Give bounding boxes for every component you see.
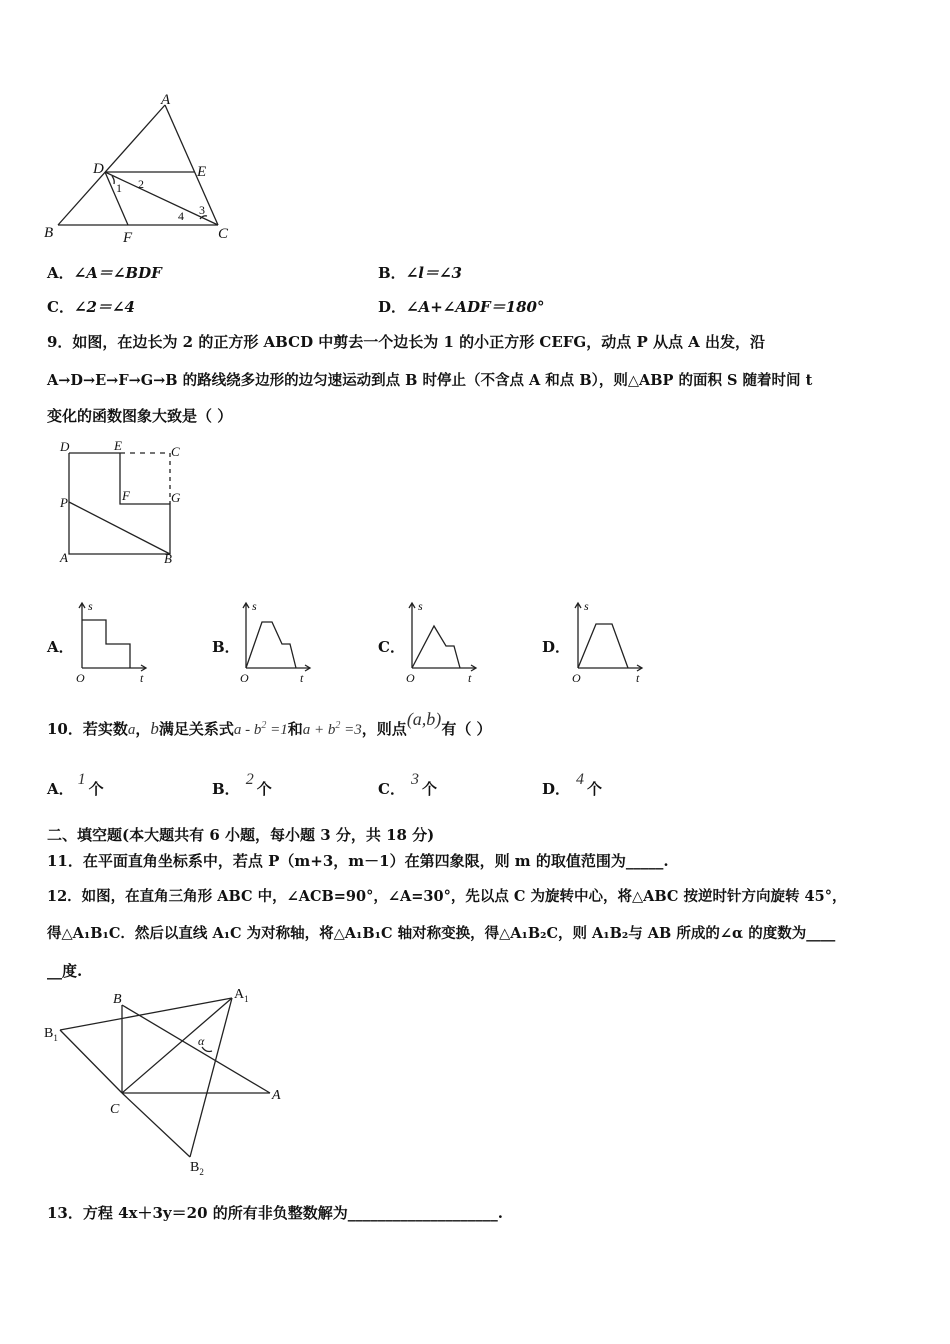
q8-label-c: C bbox=[218, 226, 229, 242]
q12-stem-line2: 得△A₁B₁C．然后以直线 A₁C 为对称轴，将△A₁B₁C 轴对称变换，得△A₁B₂C，则 A₁B₂与 AB 所成的∠α 的度数为____ bbox=[47, 925, 836, 942]
q10-b-unit: 个 bbox=[256, 780, 272, 798]
q9-c-axis-o: O bbox=[406, 671, 415, 685]
q8-angle-4: 4 bbox=[178, 209, 184, 223]
q8-angle-3: 3 bbox=[199, 203, 205, 217]
q10-d-key: D． bbox=[542, 780, 571, 798]
q10-option-b[interactable] bbox=[212, 771, 272, 799]
q8-angle-2: 2 bbox=[138, 177, 144, 191]
q12-label-c: C bbox=[110, 1102, 120, 1117]
q12-label-b2-sub: 2 bbox=[199, 1167, 204, 1177]
q10-mid2: ，则点 bbox=[361, 720, 407, 738]
q10-c-unit: 个 bbox=[421, 780, 437, 798]
q10-c-key: C． bbox=[378, 780, 405, 798]
q10-eq2-lhs: a + b bbox=[302, 722, 336, 738]
q8-option-d[interactable]: D．∠A+∠ADF＝180° bbox=[378, 298, 545, 316]
q8-label-e: E bbox=[197, 164, 207, 180]
q10-b-num: 2 bbox=[245, 771, 254, 788]
q12-stem-line1: 12．如图，在直角三角形 ABC 中，∠ACB=90°，∠A=30°，先以点 C 为旋转中心，将△ABC 按逆时针方向旋转 45°， bbox=[47, 888, 847, 905]
q9-a-axis-o: O bbox=[76, 671, 85, 685]
q8-label-b: B bbox=[44, 225, 54, 241]
q8-option-a[interactable]: A．∠A＝∠BDF bbox=[47, 264, 162, 282]
q10-option-a[interactable] bbox=[47, 771, 104, 799]
q10-c-num: 3 bbox=[410, 771, 419, 788]
q10-b-key: B． bbox=[212, 780, 240, 798]
q10-equation-2 bbox=[303, 722, 362, 738]
q10-var-a: a bbox=[127, 722, 136, 738]
q12-label-alpha: α bbox=[198, 1034, 205, 1048]
q10-a-key: A． bbox=[47, 780, 74, 798]
q9-option-b-key[interactable]: B． bbox=[212, 638, 240, 656]
q9-option-b-graph[interactable] bbox=[238, 598, 318, 686]
q12-label-b1 bbox=[44, 1026, 58, 1043]
q9-c-axis-t: t bbox=[468, 671, 472, 685]
q10-d-unit: 个 bbox=[587, 780, 603, 798]
q10-comma: ， bbox=[135, 720, 151, 738]
q9-d-axis-s: s bbox=[584, 599, 589, 613]
q9-label-b: B bbox=[164, 551, 172, 566]
q9-c-axis-s: s bbox=[418, 599, 423, 613]
q9-option-d-graph[interactable] bbox=[570, 598, 650, 686]
q9-b-axis-s: s bbox=[252, 599, 257, 613]
q10-stem bbox=[47, 709, 492, 739]
q9-a-axis-s: s bbox=[88, 599, 93, 613]
q9-label-g: G bbox=[171, 490, 181, 505]
q10-option-d[interactable] bbox=[542, 771, 603, 799]
q10-suffix: 有（ ） bbox=[441, 720, 492, 738]
q10-equation-1 bbox=[234, 722, 288, 738]
q10-eq1-exp: 2 bbox=[261, 720, 267, 731]
q8-label-d: D bbox=[93, 161, 104, 177]
q9-option-d-key[interactable]: D． bbox=[542, 638, 571, 656]
q10-and: 和 bbox=[287, 720, 303, 738]
q12-label-a1-letter: A bbox=[234, 987, 245, 1002]
q9-label-p: P bbox=[60, 495, 68, 510]
q9-stem-line2: A→D→E→F→G→B 的路线绕多边形的边匀速运动到点 B 时停止（不含点 A 和点 B），则△ABP 的面积 S 随着时间 t bbox=[47, 372, 813, 389]
q11-text: 11．在平面直角坐标系中，若点 P（m+3，m－1）在第四象限，则 m 的取值范围为_____. bbox=[47, 852, 669, 870]
q12-label-b1-letter: B bbox=[44, 1026, 54, 1041]
q9-label-e: E bbox=[114, 438, 122, 453]
q12-label-b: B bbox=[113, 992, 122, 1007]
q10-eq2-rhs: =3 bbox=[344, 722, 362, 738]
q8-label-f: F bbox=[123, 230, 133, 246]
q12-label-a: A bbox=[272, 1088, 281, 1103]
q10-prefix: 10．若实数 bbox=[47, 720, 128, 738]
q9-option-c-key[interactable]: C． bbox=[378, 638, 405, 656]
q12-rotation-figure bbox=[40, 985, 300, 1180]
q12-label-a1 bbox=[234, 987, 249, 1004]
q10-eq1-lhs: a - b bbox=[233, 722, 262, 738]
q12-label-b2-letter: B bbox=[190, 1160, 200, 1175]
q9-option-a-graph[interactable] bbox=[74, 598, 154, 686]
q8-option-c[interactable]: C．∠2＝∠4 bbox=[47, 298, 135, 316]
q9-a-axis-t: t bbox=[140, 671, 144, 685]
q9-option-c-graph[interactable] bbox=[404, 598, 484, 686]
q9-b-axis-t: t bbox=[300, 671, 304, 685]
q10-mid1: 满足关系式 bbox=[158, 720, 234, 738]
q9-d-axis-o: O bbox=[572, 671, 581, 685]
q8-angle-1: 1 bbox=[116, 181, 122, 195]
q10-point: (a,b) bbox=[406, 709, 442, 729]
q10-option-c[interactable] bbox=[378, 771, 437, 799]
q9-square-figure bbox=[52, 436, 192, 568]
q12-label-b2 bbox=[190, 1160, 204, 1177]
q9-label-f: F bbox=[122, 488, 130, 503]
q9-label-a: A bbox=[60, 550, 68, 565]
q9-option-a-key[interactable]: A． bbox=[47, 638, 74, 656]
q12-stem-line3: __度. bbox=[47, 962, 83, 980]
q9-stem-line1: 9．如图，在边长为 2 的正方形 ABCD 中剪去一个边长为 1 的小正方形 CEFG，动点 P 从点 A 出发，沿 bbox=[47, 333, 766, 351]
q9-label-c: C bbox=[171, 444, 180, 459]
q12-label-b1-sub: 1 bbox=[53, 1033, 58, 1043]
q9-b-axis-o: O bbox=[240, 671, 249, 685]
section-heading-fill-in: 二、填空题(本大题共有 6 小题，每小题 3 分，共 18 分) bbox=[47, 826, 435, 844]
q9-stem-line3: 变化的函数图象大致是（ ） bbox=[47, 407, 233, 425]
q8-option-b[interactable]: B．∠l＝∠3 bbox=[378, 264, 462, 282]
q10-eq1-rhs: =1 bbox=[270, 722, 288, 738]
q9-d-axis-t: t bbox=[636, 671, 640, 685]
q9-label-d: D bbox=[60, 439, 70, 454]
q10-var-b: b bbox=[150, 719, 159, 738]
q13-text: 13．方程 4x＋3y＝20 的所有非负整数解为____________________. bbox=[47, 1204, 503, 1222]
q10-eq2-exp: 2 bbox=[335, 720, 341, 731]
q10-a-num: 1 bbox=[77, 771, 86, 788]
q8-label-a: A bbox=[161, 92, 171, 108]
q8-triangle-figure bbox=[40, 92, 250, 247]
q10-a-unit: 个 bbox=[88, 780, 104, 798]
q12-label-a1-sub: 1 bbox=[244, 994, 249, 1004]
q10-d-num: 4 bbox=[576, 771, 585, 788]
